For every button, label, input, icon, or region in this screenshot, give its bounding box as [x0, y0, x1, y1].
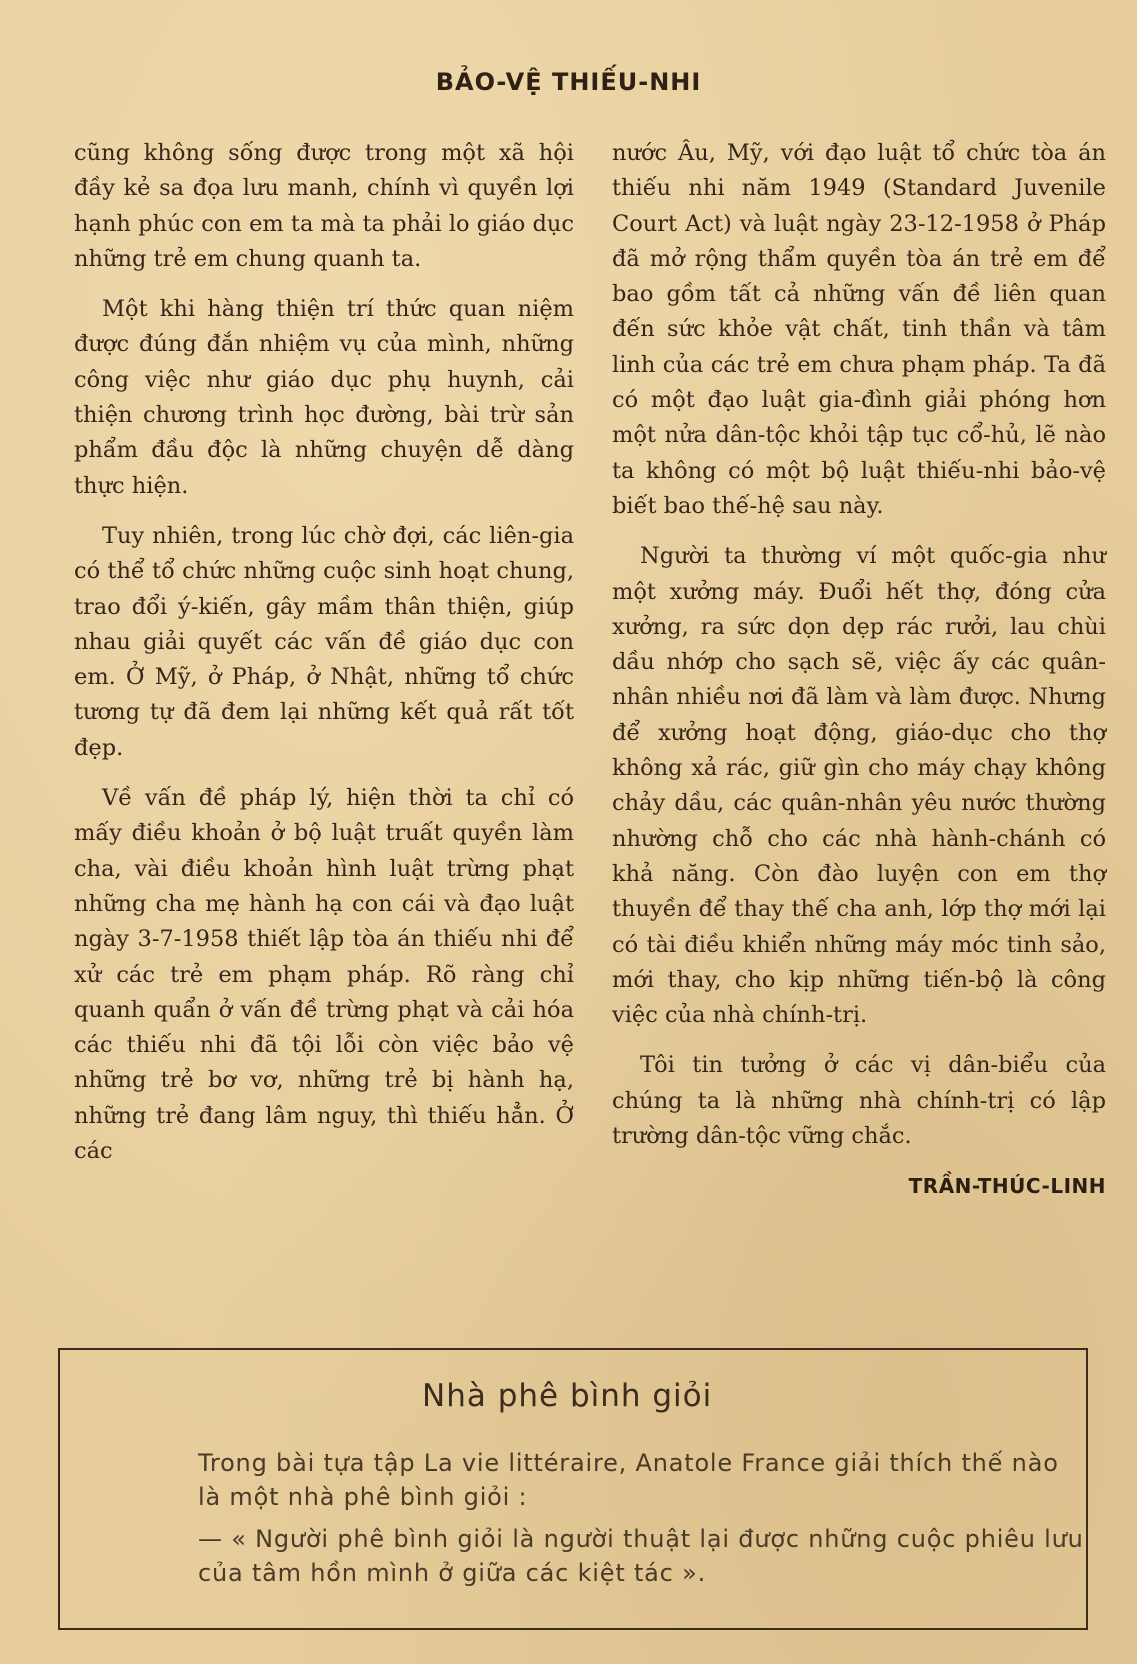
left-column: [74, 136, 574, 1184]
sidebar-box: [58, 1348, 1088, 1630]
box-intro: Trong bài tựa tập La vie littéraire, Anatole France giải thích thế nào là một nhà phê bình giỏi :: [198, 1449, 1059, 1511]
right-paragraph-2: Người ta thường ví một quốc-gia như một xưởng máy. Đuổi hết thợ, đóng cửa xưởng, ra sức dọn dẹp rác rưởi, lau chùi dầu nhớp cho sạch sẽ, việc ấy các quân-nhân nhiều nơi đã làm và làm được. Nhưng để xưởng hoạt động, giáo-dục cho thợ không xả rác, giữ gìn cho máy chạy không chảy dầu, các quân-nhân yêu nước thường nhường chỗ cho các nhà hành-chánh có khả năng. Còn đào luyện con em thợ thuyền để thay thế cha anh, lớp thợ mới lại có tài điều khiển những máy móc tinh sảo, mới thay, cho kịp những tiến-bộ là công việc của nhà chính-trị.: [612, 543, 1106, 1029]
right-paragraph-3: Tôi tin tưởng ở các vị dân-biểu của chúng ta là những nhà chính-trị có lập trường dân-tộc vững chắc.: [612, 1052, 1106, 1150]
box-body: [130, 1446, 1090, 1598]
left-paragraph-3: Tuy nhiên, trong lúc chờ đợi, các liên-gia có thể tổ chức những cuộc sinh hoạt chung, trao đổi ý-kiến, gây mầm thân thiện, giúp nhau giải quyết các vấn đề giáo dục con em. Ở Mỹ, ở Pháp, ở Nhật, những tổ chức tương tự đã đem lại những kết quả rất tốt đẹp.: [74, 522, 574, 761]
right-paragraph-1: nước Âu, Mỹ, với đạo luật tổ chức tòa án thiếu nhi năm 1949 (Standard Juvenile Court Act) và luật ngày 23-12-1958 ở Pháp đã mở rộng thẩm quyền tòa án trẻ em để bao gồm tất cả những vấn đề liên quan đến sức khỏe vật chất, tinh thần và tâm linh của các trẻ em chưa phạm pháp. Ta đã có một đạo luật gia-đình giải phóng hơn một nửa dân-tộc khỏi tập tục cổ-hủ, lẽ nào ta không có một bộ luật thiếu-nhi bảo-vệ biết bao thế-hệ sau này.: [612, 140, 1106, 519]
box-title: Nhà phê bình giỏi: [422, 1378, 713, 1414]
left-paragraph-2: Một khi hàng thiện trí thức quan niệm được đúng đắn nhiệm vụ của mình, những công việc như giáo dục phụ huynh, cải thiện chương trình học đường, bài trừ sản phẩm đầu độc là những chuyện dễ dàng thực hiện.: [74, 296, 574, 499]
left-paragraph-1: cũng không sống được trong một xã hội đầy kẻ sa đọa lưu manh, chính vì quyền lợi hạnh phúc con em ta mà ta phải lo giáo dục những trẻ em chung quanh ta.: [74, 140, 574, 272]
right-column: [612, 136, 1106, 1205]
box-quote: — « Người phê bình giỏi là người thuật lại được những cuộc phiêu lưu của tâm hồn mình ở giữa các kiệt tác ».: [198, 1525, 1084, 1587]
author-signature: TRẦN-THÚC-LINH: [908, 1174, 1106, 1199]
left-paragraph-4: Về vấn đề pháp lý, hiện thời ta chỉ có mấy điều khoản ở bộ luật truất quyền làm cha, vài điều khoản hình luật trừng phạt những cha mẹ hành hạ con cái và đạo luật ngày 3-7-1958 thiết lập tòa án thiếu nhi để xử các trẻ em phạm pháp. Rõ ràng chỉ quanh quẩn ở vấn đề trừng phạt và cải hóa các thiếu nhi đã tội lỗi còn việc bảo vệ những trẻ bơ vơ, những trẻ bị hành hạ, những trẻ đang lâm nguy, thì thiếu hẳn. Ở các: [74, 785, 574, 1165]
page-header: BẢO-VỆ THIẾU-NHI: [435, 68, 702, 96]
